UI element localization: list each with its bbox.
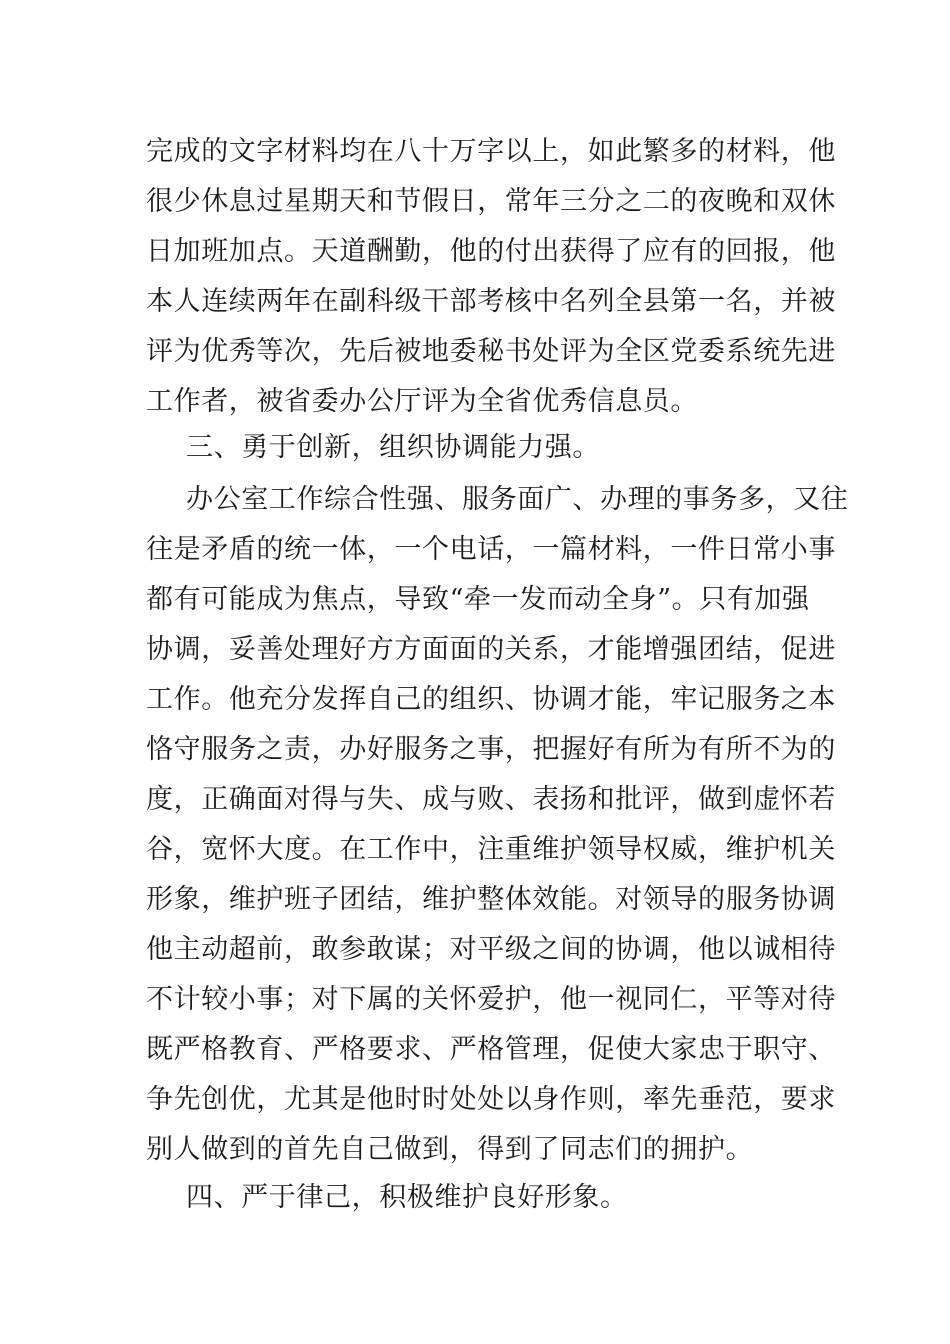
text-line: 谷，宽怀大度。在工作中，注重维护领导权威，维护机关 bbox=[146, 834, 836, 865]
text-line: 办公室工作综合性强、服务面广、办理的事务多，又往 bbox=[186, 484, 849, 515]
text-line: 度，正确面对得与失、成与败、表扬和批评，做到虚怀若 bbox=[146, 784, 836, 815]
text-line: 他主动超前，敢参敢谋；对平级之间的协调，他以诚相待 bbox=[146, 934, 836, 965]
section-heading: 三、勇于创新，组织协调能力强。 bbox=[186, 432, 600, 463]
text-line: 都有可能成为焦点，导致“牵一发而动全身”。只有加强 bbox=[146, 584, 810, 615]
text-line: 不计较小事；对下属的关怀爱护，他一视同仁，平等对待 bbox=[146, 984, 836, 1015]
text-line: 往是矛盾的统一体，一个电话，一篇材料，一件日常小事 bbox=[146, 534, 836, 565]
text-line: 形象，维护班子团结，维护整体效能。对领导的服务协调 bbox=[146, 884, 836, 915]
section-heading: 四、严于律己，积极维护良好形象。 bbox=[186, 1182, 628, 1213]
text-line: 工作者，被省委办公厅评为全省优秀信息员。 bbox=[146, 386, 698, 417]
text-line: 日加班加点。天道酬勤，他的付出获得了应有的回报，他 bbox=[146, 236, 836, 267]
text-line: 工作。他充分发挥自己的组织、协调才能，牢记服务之本 bbox=[146, 684, 836, 715]
text-line: 恪守服务之责，办好服务之事，把握好有所为有所不为的 bbox=[146, 734, 836, 765]
text-line: 完成的文字材料均在八十万字以上，如此繁多的材料，他 bbox=[146, 136, 836, 167]
text-line: 既严格教育、严格要求、严格管理，促使大家忠于职守、 bbox=[146, 1034, 836, 1065]
text-line: 协调，妥善处理好方方面面的关系，才能增强团结，促进 bbox=[146, 634, 836, 665]
text-line: 很少休息过星期天和节假日，常年三分之二的夜晚和双休 bbox=[146, 186, 836, 217]
text-line: 争先创优，尤其是他时时处处以身作则，率先垂范，要求 bbox=[146, 1084, 836, 1115]
text-line: 本人连续两年在副科级干部考核中名列全县第一名，并被 bbox=[146, 286, 836, 317]
text-line: 别人做到的首先自己做到，得到了同志们的拥护。 bbox=[146, 1134, 754, 1165]
text-line: 评为优秀等次，先后被地委秘书处评为全区党委系统先进 bbox=[146, 336, 836, 367]
